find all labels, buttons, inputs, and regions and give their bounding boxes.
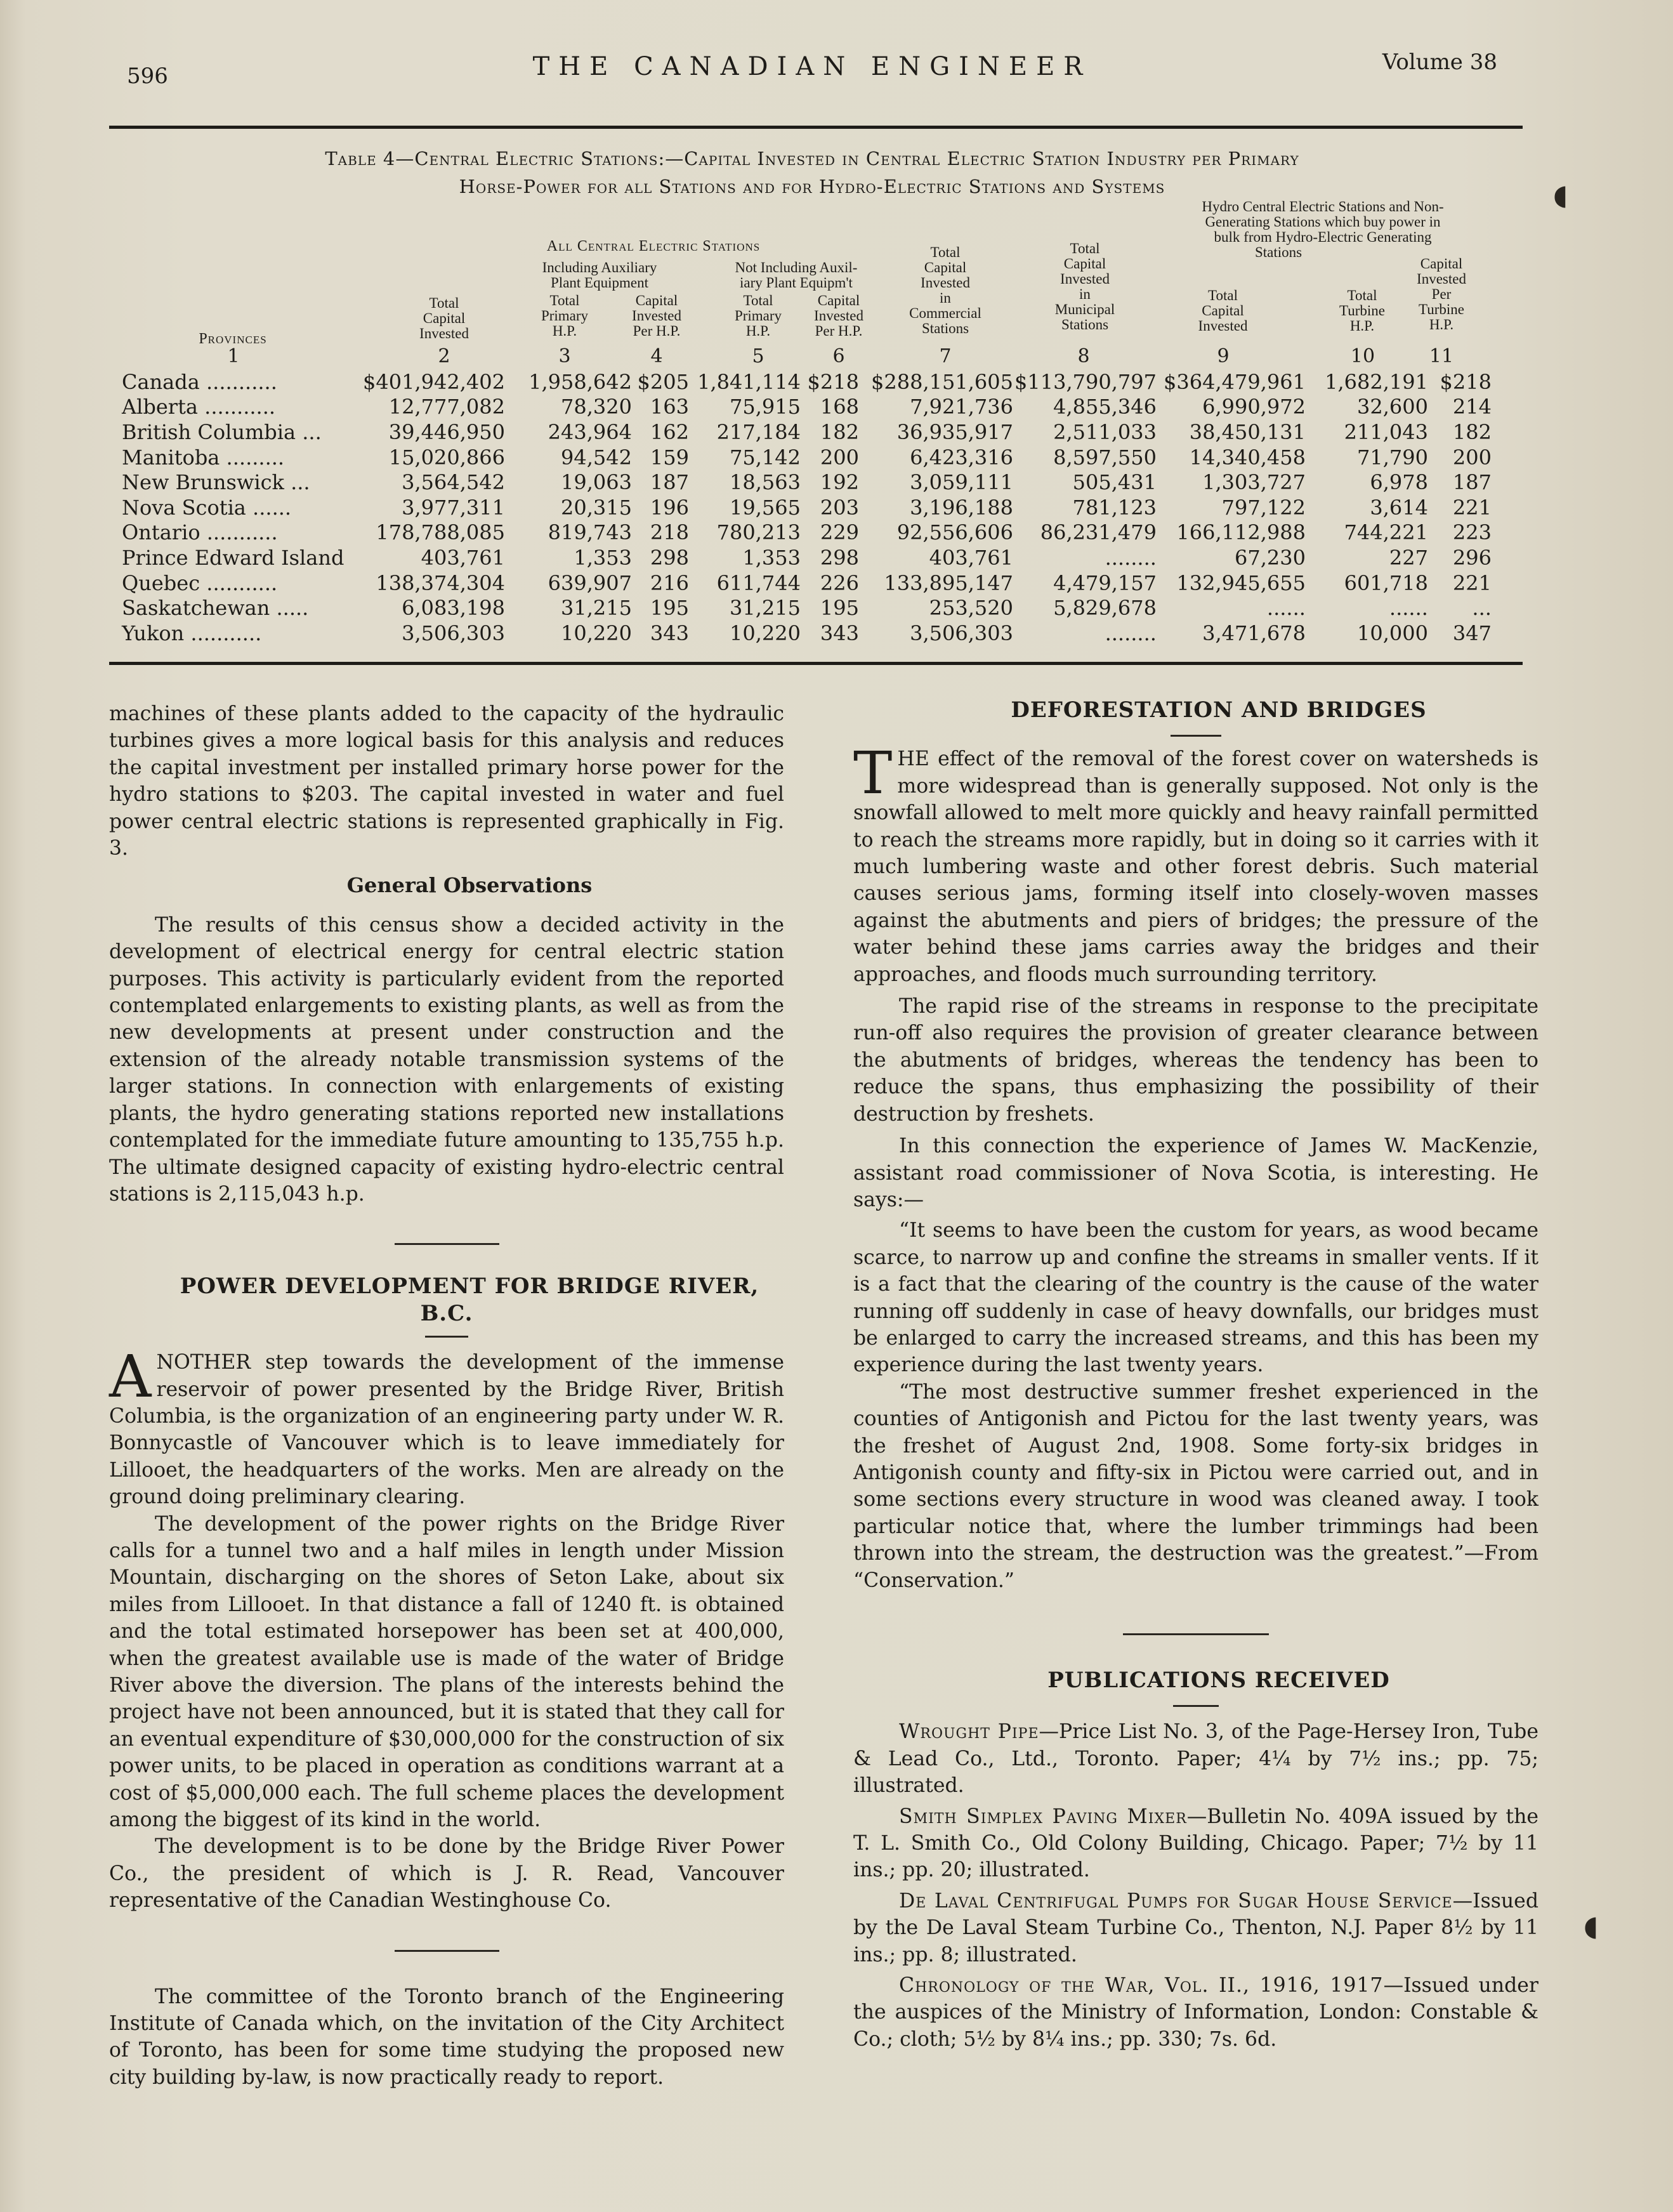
col5-line-2: Primary (734, 308, 782, 324)
table-cell: ...... (1266, 596, 1306, 621)
drop-cap: T (853, 739, 893, 808)
table-cell: 505,431 (1072, 470, 1157, 495)
col8-line-4: in (1079, 286, 1091, 302)
table-cell: 218 (650, 520, 689, 545)
table-cell: 3,977,311 (402, 495, 505, 520)
group-header-including (508, 260, 692, 291)
col4-line-3: Per H.P. (633, 323, 681, 339)
table-caption-line-2: Horse-Power for all Stations and for Hydro-Electric Stations and Systems (459, 176, 1165, 197)
col-number-11: 11 (1429, 345, 1454, 367)
col6-line-1: Capital (817, 293, 860, 308)
table-caption (127, 145, 1497, 201)
table-cell: $218 (1440, 369, 1492, 394)
col11-line-4: Turbine (1419, 301, 1464, 317)
publication-3-text: —Issued by the De Laval Steam Turbine Co., Thenton, N.J. Paper 8½ by 11 ins.; pp. 8; illustrated. (853, 1889, 1539, 1966)
table-cell: 3,196,188 (910, 495, 1013, 520)
col3-line-3: H.P. (552, 323, 577, 339)
table-cell: 36,935,917 (896, 419, 1013, 444)
col-number-2: 2 (438, 345, 450, 367)
table-cell: 217,184 (716, 419, 801, 444)
col-header-5 (720, 293, 796, 339)
group-header-hydro (1142, 199, 1504, 260)
table-cell: 10,220 (729, 621, 801, 645)
table-cell: 178,788,085 (376, 520, 505, 545)
publication-1-text: —Price List No. 3, of the Page-Hersey Iron, Tube & Lead Co., Ltd., Toronto. Paper; 4¼ by 7½ ins.; pp. 75; illustrated. (853, 1720, 1539, 1798)
publication-2-text: —Bulletin No. 409A issued by the T. L. Smith Co., Old Colony Building, Chicago. Paper; 7½ by 11 ins.; pp. 20; illustrated. (853, 1805, 1539, 1882)
table-cell: 94,542 (560, 445, 632, 470)
province-name: Alberta ........... (122, 395, 276, 419)
left-column (109, 701, 784, 2091)
table-cell: 187 (1452, 470, 1492, 495)
col-number-3: 3 (558, 345, 571, 367)
publication-4-text: —Issued under the auspices of the Ministry of Information, London: Constable & Co.; cloth; 5½ by 8¼ ins.; pp. 330; 7s. 6d. (853, 1974, 1539, 2051)
col8-line-6: Stations (1061, 317, 1109, 332)
table-cell: 298 (650, 545, 689, 570)
col-header-7 (888, 245, 1002, 336)
heading-underline (1171, 735, 1221, 737)
table-cell: 187 (650, 470, 689, 495)
page-header (127, 46, 1497, 89)
group-not-including-line-1: Not Including Auxil- (735, 260, 858, 275)
table-cell: 3,059,111 (910, 470, 1013, 495)
col8-line-3: Invested (1060, 271, 1110, 287)
general-observations-paragraph: The results of this census show a decided activity in the development of electrical energy for central electric station purposes. This activity is particularly evident from the reported contemplated enlargements to existing plants, as well as from the new developments at present under construction and the extension of the already notable transmission systems of the larger stations. In connection with enlargements of existing plants, the hydro generating stations reported new installations contemplated for the immediate future amounting to 135,755 h.p. The ultimate designed capacity of existing hydro-electric central stations is 2,115,043 h.p. (109, 913, 784, 1206)
table-cell: 200 (820, 445, 859, 470)
table-row (122, 369, 1492, 395)
col7-line-5: Commercial (909, 305, 981, 321)
deforestation-paragraph-3: In this connection the experience of James W. MacKenzie, assistant road commissioner of Nova Scotia, is interesting. He says:— (853, 1135, 1539, 1211)
bridge-river-paragraph-1-text: NOTHER step towards the development of the immense reservoir of power presented by the Bridge River, British Columbia, is the organization of an engineering party under W. R. Bonnycastle of Vancouver which is to leave immediately for Lillooet, the headquarters of the works. Men are already on the ground doing preliminary clearing. (109, 1351, 784, 1509)
col8-line-2: Capital (1063, 256, 1106, 272)
deforestation-paragraph-4: “It seems to have been the custom for years, as wood became scarce, to narrow up and confine the streams in smaller vents. If it is a fact that the clearing of the country is the cause of the water running off suddenly in case of heavy downfalls, our bridges must be enlarged to carry the increased streams, and this has been my experience during the last twenty years. (853, 1219, 1539, 1377)
table-cell: 601,718 (1344, 570, 1428, 595)
table-cell: 221 (1452, 495, 1492, 520)
table-cell: 14,340,458 (1189, 445, 1306, 470)
table-cell: 20,315 (560, 495, 632, 520)
table-cell: 3,506,303 (402, 621, 505, 645)
col-number-7: 7 (939, 345, 952, 367)
table-cell: 6,978 (1370, 470, 1428, 495)
binder-hole-mark: ◖ (1584, 1910, 1599, 1942)
table-cell: 195 (820, 596, 859, 621)
col3-line-2: Primary (541, 308, 589, 324)
table-cell: 1,353 (742, 545, 801, 570)
table-cell: 138,374,304 (376, 570, 505, 595)
deforestation-paragraph-5: “The most destructive summer freshet experienced in the counties of Antigonish and Pictou for the last twenty years, was the freshet of August 2nd, 1908. Some forty-six bridges in Antigonish county and fifty-six in Pictou were carried out, and in some sections every structure in wood was cleaned away. I took particular notice that, where the lumber trimmings had been thrown into the stream, the destruction was the greatest.”—From “Conservation.” (853, 1380, 1539, 1592)
province-name: Prince Edward Island (122, 545, 344, 570)
table-cell: 10,220 (560, 621, 632, 645)
table-cell: 19,565 (729, 495, 801, 520)
col-number-1: 1 (227, 345, 240, 367)
table-cell: 200 (1452, 445, 1492, 470)
col3-line-1: Total (549, 293, 580, 308)
province-name: Yukon ........... (122, 621, 262, 645)
table-cell: 227 (1389, 545, 1428, 570)
col11-line-3: Per (1431, 286, 1452, 302)
publication-1 (853, 1718, 1539, 1799)
col-header-10 (1321, 288, 1403, 334)
table-cell: 347 (1452, 621, 1492, 645)
table-cell: 67,230 (1234, 545, 1306, 570)
table-row (122, 520, 1492, 546)
table-row (122, 621, 1492, 646)
group-hydro-line-2: Generating Stations which buy power in (1205, 214, 1441, 230)
table-cell: 166,112,988 (1176, 520, 1306, 545)
table-cell: 3,564,542 (402, 470, 505, 495)
table-cell: 38,450,131 (1189, 419, 1306, 444)
publication-2-title: Smith Simplex Paving Mixer (899, 1805, 1187, 1828)
publication-4-title: Chronology of the War, Vol. II., 1916, 1917 (899, 1974, 1384, 1998)
col-header-4 (619, 293, 695, 339)
table-cell: 195 (650, 596, 689, 621)
table-cell: 1,303,727 (1202, 470, 1306, 495)
table-row (122, 545, 1492, 570)
col7-line-3: Invested (921, 275, 970, 291)
group-header-all-stations: All Central Electric Stations (546, 238, 761, 254)
table-cell: 216 (650, 570, 689, 595)
col11-line-1: Capital (1420, 256, 1463, 272)
col9-line-2: Capital (1202, 303, 1244, 319)
table-cell: 1,958,642 (528, 369, 632, 394)
table-cell: 78,320 (560, 395, 632, 419)
table-cell: 12,777,082 (388, 395, 505, 419)
col7-line-4: in (940, 290, 951, 306)
table-cell: 133,895,147 (884, 570, 1013, 595)
col-header-3 (527, 293, 603, 339)
table-cell: 18,563 (729, 470, 801, 495)
col7-line-1: Total (930, 244, 961, 260)
table-cell: 403,761 (421, 545, 505, 570)
col6-line-2: Invested (814, 308, 863, 324)
table-body (122, 369, 1492, 646)
table-cell: 92,556,606 (896, 520, 1013, 545)
group-hydro-line-4: Stations (1254, 244, 1302, 260)
table-cell: 744,221 (1344, 520, 1428, 545)
deforestation-paragraph-1 (853, 739, 1539, 988)
capital-invested-table (122, 369, 1492, 646)
table-cell: 296 (1452, 545, 1492, 570)
table-row (122, 470, 1492, 495)
table-cell: 253,520 (929, 596, 1013, 621)
general-observations-heading: General Observations (346, 873, 593, 898)
table-row (122, 395, 1492, 420)
bridge-river-paragraph-1 (109, 1343, 784, 1510)
table-cell: 343 (820, 621, 859, 645)
drop-cap: A (109, 1343, 152, 1411)
volume-label: Volume 38 (1382, 49, 1497, 75)
deforestation-heading: DEFORESTATION AND BRIDGES (1011, 697, 1427, 723)
col11-line-5: H.P. (1429, 317, 1454, 332)
col-header-2 (393, 296, 495, 341)
table-cell: 6,990,972 (1202, 395, 1306, 419)
col-number-10: 10 (1350, 345, 1375, 367)
group-hydro-line-1: Hydro Central Electric Stations and Non- (1202, 199, 1444, 214)
table-cell: 226 (820, 570, 859, 595)
col4-line-2: Invested (632, 308, 681, 324)
col9-line-3: Invested (1198, 318, 1248, 334)
table-cell: 6,083,198 (402, 596, 505, 621)
col10-line-2: Turbine (1339, 303, 1385, 319)
province-name: Canada ........... (122, 369, 277, 394)
binder-hole-mark: ◖ (1553, 179, 1568, 211)
col6-line-3: Per H.P. (815, 323, 863, 339)
table-cell: $288,151,605 (871, 369, 1013, 394)
table-cell: 39,446,950 (388, 419, 505, 444)
province-name: Quebec ........... (122, 570, 278, 595)
table-cell: 86,231,479 (1040, 520, 1157, 545)
table-cell: 31,215 (729, 596, 801, 621)
col8-line-5: Municipal (1054, 301, 1115, 317)
publications-heading: PUBLICATIONS RECEIVED (1047, 1668, 1390, 1693)
col11-line-2: Invested (1417, 271, 1466, 287)
table-cell: 32,600 (1356, 395, 1428, 419)
bridge-river-heading: POWER DEVELOPMENT FOR BRIDGE RIVER, B.C. (180, 1274, 759, 1326)
toronto-paragraph: The committee of the Toronto branch of the Engineering Institute of Canada which, on the invitation of the City Architect of Toronto, has been for some time studying the proposed new city building by-law, is now practically ready to report. (109, 1985, 784, 2089)
table-row (122, 495, 1492, 520)
table-cell: 3,614 (1370, 495, 1428, 520)
table-cell: 781,123 (1072, 495, 1157, 520)
deforestation-paragraph-1-text: HE effect of the removal of the forest cover on watersheds is more widespread than is generally supposed. Not only is the snowfall allowed to melt more quickly and heavy rainfall permitted to reach the streams more rapidly, but in doing so it carries with it much lumbering waste and other forest debris. Such material causes serious jams, forming itself into closely-woven masses against the abutments and piers of bridges; the pressure of the water behind these jams carries away the bridges and their approaches, and floods much surrounding territory. (853, 747, 1539, 986)
col-number-9: 9 (1217, 345, 1230, 367)
table-cell: 19,063 (560, 470, 632, 495)
province-name: British Columbia ... (122, 419, 322, 444)
table-cell: 71,790 (1356, 445, 1428, 470)
table-cell: $218 (807, 369, 859, 394)
table-top-rule (109, 126, 1523, 129)
table-cell: 1,682,191 (1325, 369, 1428, 394)
table-cell: 2,511,033 (1053, 419, 1157, 444)
table-cell: 819,743 (548, 520, 632, 545)
table-cell: 4,855,346 (1053, 395, 1157, 419)
col-header-11 (1403, 256, 1479, 332)
publication-1-title: Wrought Pipe (899, 1720, 1039, 1744)
province-name: Saskatchewan ..... (122, 596, 309, 621)
table-cell: $364,479,961 (1164, 369, 1306, 394)
table-cell: 3,506,303 (910, 621, 1013, 645)
col9-line-1: Total (1208, 287, 1238, 303)
table-cell: 159 (650, 445, 689, 470)
table-cell: 214 (1452, 395, 1492, 419)
table-cell: $205 (637, 369, 689, 394)
table-cell: 192 (820, 470, 859, 495)
table-cell: ........ (1105, 545, 1157, 570)
table-cell: ...... (1389, 596, 1428, 621)
section-divider (395, 1243, 499, 1245)
table-cell: 780,213 (716, 520, 801, 545)
col-header-8 (1028, 241, 1142, 332)
group-not-including-line-2: iary Plant Equipm't (740, 275, 853, 291)
table-cell: $401,942,402 (363, 369, 505, 394)
intro-paragraph: machines of these plants added to the capacity of the hydraulic turbines gives a more logical basis for this analysis and reduces the capital investment per installed primary horse power for the hydro stations to $203. The capital invested in water and fuel power central electric stations is represented graphically in Fig. 3. (109, 702, 784, 860)
table-cell: 5,829,678 (1053, 596, 1157, 621)
table-cell: ... (1472, 596, 1492, 621)
table-cell: 229 (820, 520, 859, 545)
col4-line-1: Capital (635, 293, 678, 308)
province-name: Nova Scotia ...... (122, 495, 292, 520)
table-bottom-rule (109, 662, 1523, 665)
section-divider (395, 1950, 499, 1952)
table-cell: 211,043 (1344, 419, 1428, 444)
table-row (122, 595, 1492, 621)
journal-title: THE CANADIAN ENGINEER (532, 52, 1092, 81)
table-row (122, 445, 1492, 470)
table-cell: 611,744 (716, 570, 801, 595)
col-header-9 (1171, 288, 1275, 334)
col8-line-1: Total (1070, 240, 1100, 256)
bridge-river-paragraph-3: The development is to be done by the Bridge River Power Co., the president of which is J. R. Read, Vancouver representative of the Canadian Westinghouse Co. (109, 1835, 784, 1912)
table-row (122, 419, 1492, 445)
table-cell: 6,423,316 (910, 445, 1013, 470)
table-cell: 75,142 (729, 445, 801, 470)
publication-2 (853, 1803, 1539, 1884)
section-divider (1123, 1633, 1269, 1635)
group-including-line-2: Plant Equipment (551, 275, 648, 291)
publication-3-title: De Laval Centrifugal Pumps for Sugar House Service (899, 1889, 1453, 1912)
table-cell: 298 (820, 545, 859, 570)
col-header-provinces: Provinces (199, 331, 267, 347)
publication-3 (853, 1888, 1539, 1968)
table-cell: 10,000 (1356, 621, 1428, 645)
col2-line-1: Total (429, 295, 459, 311)
province-name: Manitoba ......... (122, 445, 285, 470)
table-cell: 162 (650, 419, 689, 444)
table-cell: 7,921,736 (910, 395, 1013, 419)
col7-line-6: Stations (921, 320, 969, 336)
province-name: Ontario ........... (122, 520, 278, 545)
deforestation-paragraph-2: The rapid rise of the streams in response to the precipitate run-off also requires the provision of greater clearance between the abutments of bridges, whereas the tendency has been to reduce the spans, thus emphasizing the possibility of their destruction by freshets. (853, 995, 1539, 1126)
table-cell: 343 (650, 621, 689, 645)
table-cell: 243,964 (548, 419, 632, 444)
col2-line-2: Capital (423, 310, 466, 326)
publication-4 (853, 1972, 1539, 2053)
table-cell: 1,353 (574, 545, 632, 570)
col-number-6: 6 (832, 345, 845, 367)
table-cell: 132,945,655 (1176, 570, 1306, 595)
group-including-line-1: Including Auxiliary (542, 260, 657, 275)
heading-underline (1173, 1705, 1219, 1707)
right-column (853, 697, 1539, 2053)
table-caption-line-1: Table 4—Central Electric Stations:—Capital Invested in Central Electric Station Industry per Primary (325, 148, 1299, 169)
province-name: New Brunswick ... (122, 470, 310, 495)
table-cell: 168 (820, 395, 859, 419)
table-row (122, 570, 1492, 596)
table-cell: 8,597,550 (1053, 445, 1157, 470)
table-cell: 163 (650, 395, 689, 419)
table-cell: 223 (1452, 520, 1492, 545)
table-cell: 1,841,114 (697, 369, 801, 394)
table-cell: 639,907 (548, 570, 632, 595)
group-header-not-including (701, 260, 891, 291)
col-number-5: 5 (752, 345, 764, 367)
table-cell: 221 (1452, 570, 1492, 595)
table-cell: 196 (650, 495, 689, 520)
col-number-8: 8 (1077, 345, 1090, 367)
table-cell: ........ (1105, 621, 1157, 645)
bridge-river-paragraph-2: The development of the power rights on the Bridge River calls for a tunnel two and a half miles in length under Mission Mountain, discharging on the shores of Seton Lake, about six miles from Lillooet. In that distance a fall of 1240 ft. is obtained and the total estimated horsepower has been set at 400,000, when the greatest available use is made of the water of Bridge River above the diversion. The plans of the interests behind the project have not been announced, but it is stated that they call for an eventual expenditure of $30,000,000 for the construction of six power units, to be placed in operation as conditions warrant at a cost of $5,000,000 each. The full scheme places the development among the biggest of its kind in the world. (109, 1512, 784, 1832)
heading-underline (425, 1336, 468, 1338)
table-cell: 797,122 (1221, 495, 1306, 520)
table-cell: 15,020,866 (388, 445, 505, 470)
table-cell: 182 (820, 419, 859, 444)
table-cell: 3,471,678 (1202, 621, 1306, 645)
col7-line-2: Capital (924, 260, 967, 275)
table-cell: 403,761 (929, 545, 1013, 570)
table-cell: 75,915 (729, 395, 801, 419)
col2-line-3: Invested (419, 326, 469, 341)
col5-line-1: Total (743, 293, 773, 308)
col5-line-3: H.P. (745, 323, 771, 339)
col-header-6 (801, 293, 877, 339)
table-cell: 31,215 (560, 596, 632, 621)
group-hydro-line-3: bulk from Hydro-Electric Generating (1214, 229, 1432, 245)
col10-line-3: H.P. (1349, 318, 1375, 334)
table-cell: 203 (820, 495, 859, 520)
col-number-4: 4 (650, 345, 663, 367)
page-number: 596 (127, 63, 168, 89)
col10-line-1: Total (1347, 287, 1377, 303)
table-cell: 4,479,157 (1053, 570, 1157, 595)
table-cell: 182 (1452, 419, 1492, 444)
table-cell: $113,790,797 (1014, 369, 1157, 394)
